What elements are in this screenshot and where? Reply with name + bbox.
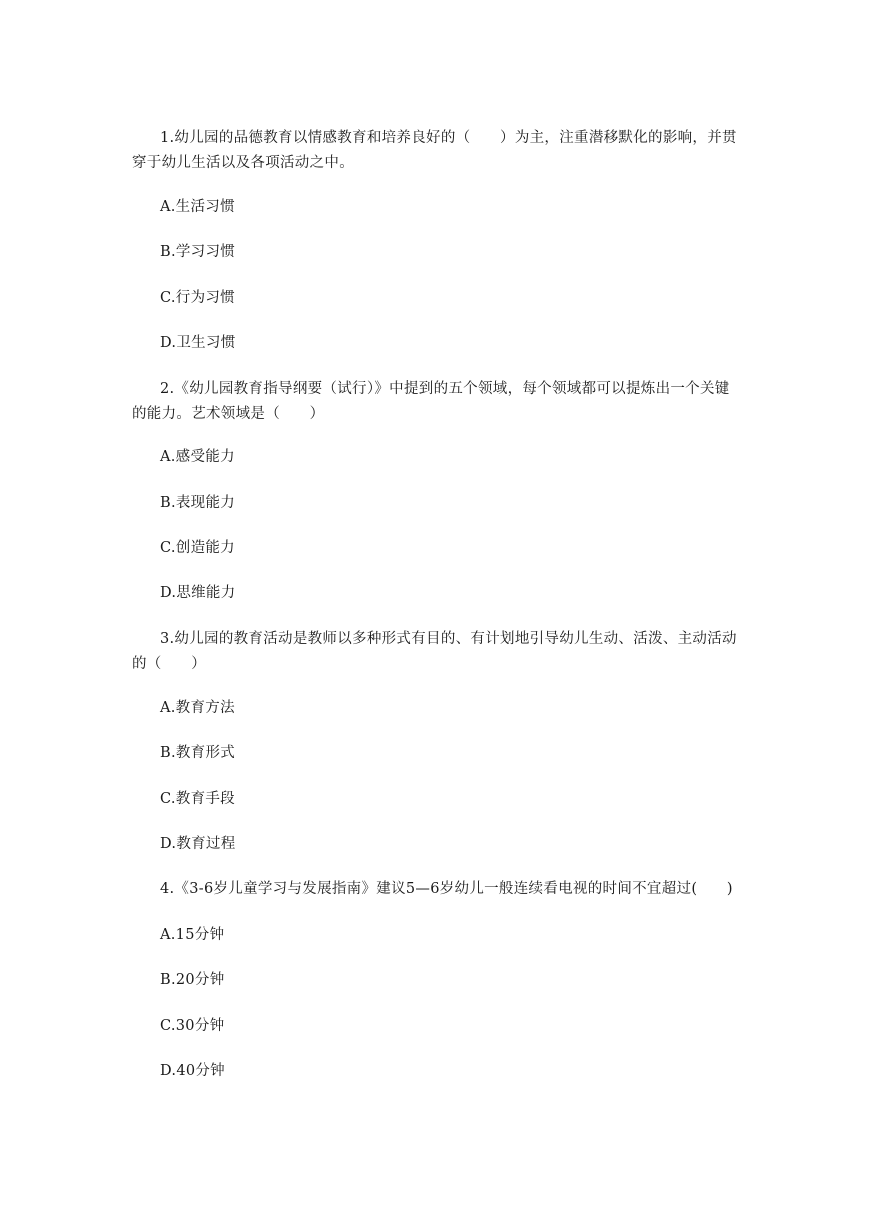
question-4-stem: 4.《3-6岁儿童学习与发展指南》建议5—6岁幼儿一般连续看电视的时间不宜超过( ) [160, 881, 733, 897]
question-3-option-d: D.教育过程 [160, 836, 236, 852]
question-3-stem: 3.幼儿园的教育活动是教师以多种形式有目的、有计划地引导幼儿生动、活泼、主动活动的（ ） [132, 631, 737, 672]
question-4-option-c: C.30分钟 [160, 1018, 225, 1034]
question-1-option-c: C.行为习惯 [160, 290, 235, 306]
question-2 [132, 377, 742, 427]
question-2-option-d: D.思维能力 [160, 585, 236, 601]
question-1 [132, 126, 742, 176]
question-4-option-a: A.15分钟 [160, 927, 225, 943]
question-3 [132, 627, 742, 677]
question-3-option-b: B.教育形式 [160, 745, 236, 761]
question-1-option-a: A.生活习惯 [160, 199, 235, 215]
question-2-stem: 2.《幼儿园教育指导纲要（试行）》中提到的五个领域，每个领域都可以提炼出一个关键的能力。艺术领域是（ ） [132, 381, 730, 422]
question-1-option-d: D.卫生习惯 [160, 335, 236, 351]
question-2-option-b: B.表现能力 [160, 495, 236, 511]
question-2-option-a: A.感受能力 [160, 449, 235, 465]
question-3-option-c: C.教育手段 [160, 791, 235, 807]
question-4-option-d: D.40分钟 [160, 1063, 225, 1079]
question-4-option-b: B.20分钟 [160, 972, 225, 988]
question-4 [132, 877, 742, 902]
question-1-option-b: B.学习习惯 [160, 244, 236, 260]
question-2-option-c: C.创造能力 [160, 540, 235, 556]
question-3-option-a: A.教育方法 [160, 700, 235, 716]
question-1-stem: 1.幼儿园的品德教育以情感教育和培养良好的（ ）为主，注重潜移默化的影响，并贯穿于幼儿生活以及各项活动之中。 [132, 130, 737, 171]
